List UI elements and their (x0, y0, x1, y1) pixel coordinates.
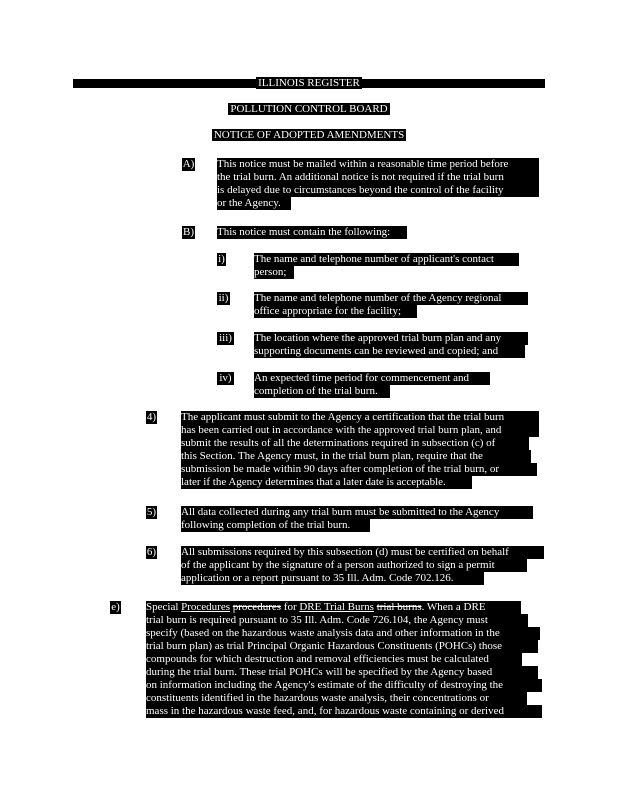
item-a-line: is delayed due to circumstances beyond the control of the facility (217, 184, 539, 197)
board-title: POLLUTION CONTROL BOARD (230, 103, 388, 115)
sub-iii-label: iii) (217, 332, 234, 345)
item-4-line: submission be made within 90 days after completion of the trial burn, or (181, 463, 537, 476)
notice-title: NOTICE OF ADOPTED AMENDMENTS (213, 129, 405, 141)
item-4-line: has been carried out in accordance with the approved trial burn plan, and (181, 424, 539, 437)
sub-iv-line: completion of the trial burn. (254, 385, 390, 398)
item-e-label: e) (111, 601, 120, 613)
item-e-line: trial burn plan) as trial Principal Organic Hazardous Constituents (POHCs) those (146, 640, 538, 653)
item-a-label: A) (182, 158, 195, 170)
item-4-line: The applicant must submit to the Agency a certification that the trial burn (181, 411, 539, 424)
item-e-deleted-text: procedures (232, 601, 282, 613)
item-4-line: later if the Agency determines that a later date is acceptable. (181, 476, 472, 489)
sub-ii-line: The name and telephone number of the Agency regional (254, 292, 528, 305)
sub-i-line: person; (254, 266, 294, 279)
item-a-line: This notice must be mailed within a reasonable time period before (217, 158, 539, 171)
item-e-line: specify (based on the hazardous waste analysis data and other information in the (146, 627, 540, 640)
item-5-line: following completion of the trial burn. (181, 519, 370, 532)
item-a-line: the trial burn. An additional notice is not required if the trial burn (217, 171, 539, 184)
item-4-line: this Section. The Agency must, in the trial burn plan, require that the (181, 450, 531, 463)
item-e-line: on information including the Agency's estimate of the difficulty of destroying the (146, 679, 542, 692)
item-4-label: 4) (146, 411, 157, 423)
item-6-line: All submissions required by this subsection (d) must be certified on behalf (181, 546, 544, 559)
item-e-line: mass in the hazardous waste feed, and, for hazardous waste containing or derived (146, 705, 542, 718)
item-e-first-line (146, 601, 521, 614)
sub-ii-label: ii) (218, 292, 229, 304)
sub-i-line: The name and telephone number of applicant's contact (254, 253, 519, 266)
item-a-line: or the Agency. (217, 197, 291, 210)
sub-iv-line: An expected time period for commencement and (254, 372, 490, 385)
item-6-label: 6) (146, 546, 157, 558)
item-e-text: Special (146, 601, 182, 613)
item-6-line: of the applicant by the signature of a person authorized to sign a permit (181, 559, 527, 572)
sub-i-label: i) (218, 253, 225, 265)
item-5-line: All data collected during any trial burn must be submitted to the Agency (181, 506, 533, 519)
item-e-line: compounds for which destruction and removal efficiencies must be calculated (146, 653, 522, 666)
item-5-label: 5) (146, 506, 157, 518)
item-e-deleted-text: trial burns (376, 601, 422, 613)
item-e-text: for (281, 601, 300, 613)
sub-ii-line: office appropriate for the facility; (254, 305, 417, 318)
sub-iii-line: supporting documents can be reviewed and copied; and (254, 345, 525, 358)
item-4-line: submit the results of all the determinations required in subsection (c) of (181, 437, 529, 450)
register-title: ILLINOIS REGISTER (258, 77, 360, 89)
sub-iii-line: The location where the approved trial burn plan and any (254, 332, 528, 345)
item-e-line: during the trial burn. These trial POHCs will be specified by the Agency based (146, 666, 538, 679)
item-e-text: . When a DRE (421, 601, 486, 613)
item-b-label: B) (183, 226, 194, 238)
item-e-inserted-text: Procedures (181, 601, 231, 613)
item-6-line: application or a report pursuant to 35 Ill. Adm. Code 702.126. (181, 572, 484, 585)
item-b-line: This notice must contain the following: (217, 226, 407, 239)
item-e-inserted-text: DRE Trial Burns (299, 601, 374, 613)
item-e-line: constituents identified in the hazardous waste analysis, their concentrations or (146, 692, 527, 705)
sub-iv-label: iv) (217, 372, 234, 385)
item-e-line: trial burn is required pursuant to 35 Ill. Adm. Code 726.104, the Agency must (146, 614, 528, 627)
